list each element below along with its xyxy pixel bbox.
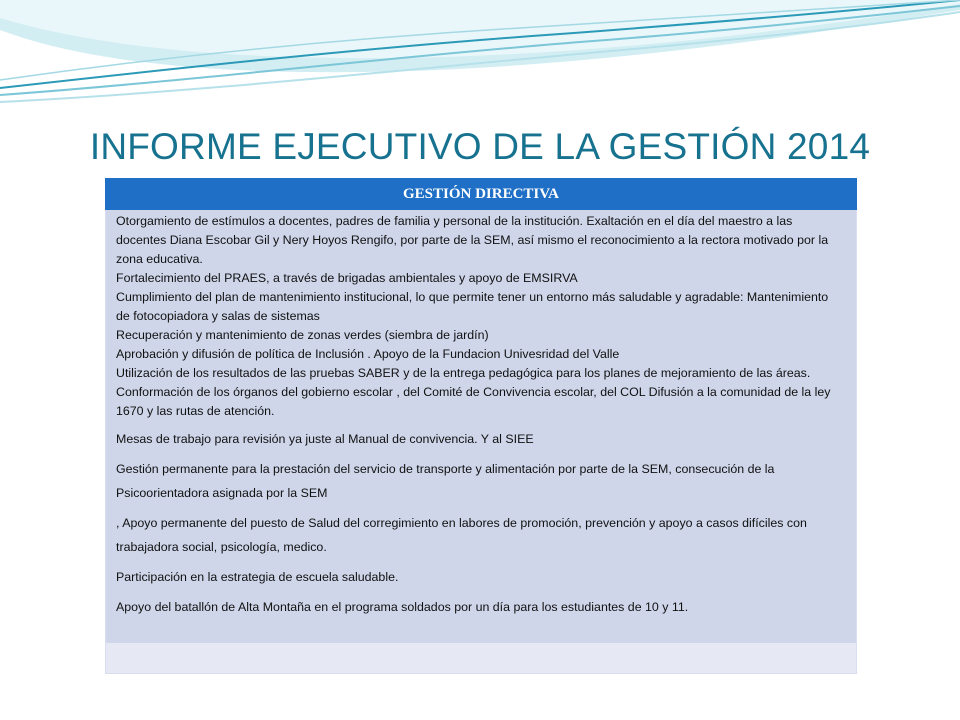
paragraph: , Apoyo permanente del puesto de Salud del corregimiento en labores de promoción, prevención y apoyo a casos difíciles con trabajadora social, psicología, medico. (116, 516, 807, 554)
paragraph: Participación en la estrategia de escuela saludable. (116, 570, 399, 584)
paragraph: Recuperación y mantenimiento de zonas verdes (siembra de jardín) (116, 328, 489, 342)
management-table (105, 178, 857, 674)
table-empty-row (105, 643, 857, 674)
paragraph: Fortalecimiento del PRAES, a través de brigadas ambientales y apoyo de EMSIRVA (116, 271, 578, 285)
paragraph: Gestión permanente para la prestación del servicio de transporte y alimentación por parte de la SEM, consecución de la Psicoorientadora asignada por la SEM (116, 462, 775, 500)
paragraph: Conformación de los órganos del gobierno escolar , del Comité de Convivencia escolar, del COL Difusión a la comunidad de la ley 1670 y las rutas de atención. (116, 385, 831, 418)
paragraph: Mesas de trabajo para revisión ya juste al Manual de convivencia. Y al SIEE (116, 432, 534, 446)
paragraph: Apoyo del batallón de Alta Montaña en el programa soldados por un día para los estudiantes de 10 y 11. (116, 600, 689, 614)
paragraph: Otorgamiento de estímulos a docentes, padres de familia y personal de la institución. Exaltación en el día del maestro a las docentes Diana Escobar Gil y Nery Hoyos Rengifo, por parte de la SEM, así mismo el reconocimiento a la rectora motivado por la zona educativa. (116, 214, 829, 266)
paragraph: Cumplimiento del plan de mantenimiento institucional, lo que permite tener un entorno más saludable y agradable: Mantenimiento de fotocopiadora y salas de sistemas (116, 290, 829, 323)
wave-decoration (0, 0, 960, 110)
table-body (105, 210, 857, 643)
paragraph: Utilización de los resultados de las pruebas SABER y de la entrega pedagógica para los planes de mejoramiento de las áreas. (116, 366, 811, 380)
slide-title: INFORME EJECUTIVO DE LA GESTIÓN 2014 (89, 126, 871, 167)
paragraph: Aprobación y difusión de política de Inclusión . Apoyo de la Fundacion Univesridad del Valle (116, 347, 620, 361)
table-header: GESTIÓN DIRECTIVA (105, 178, 857, 210)
